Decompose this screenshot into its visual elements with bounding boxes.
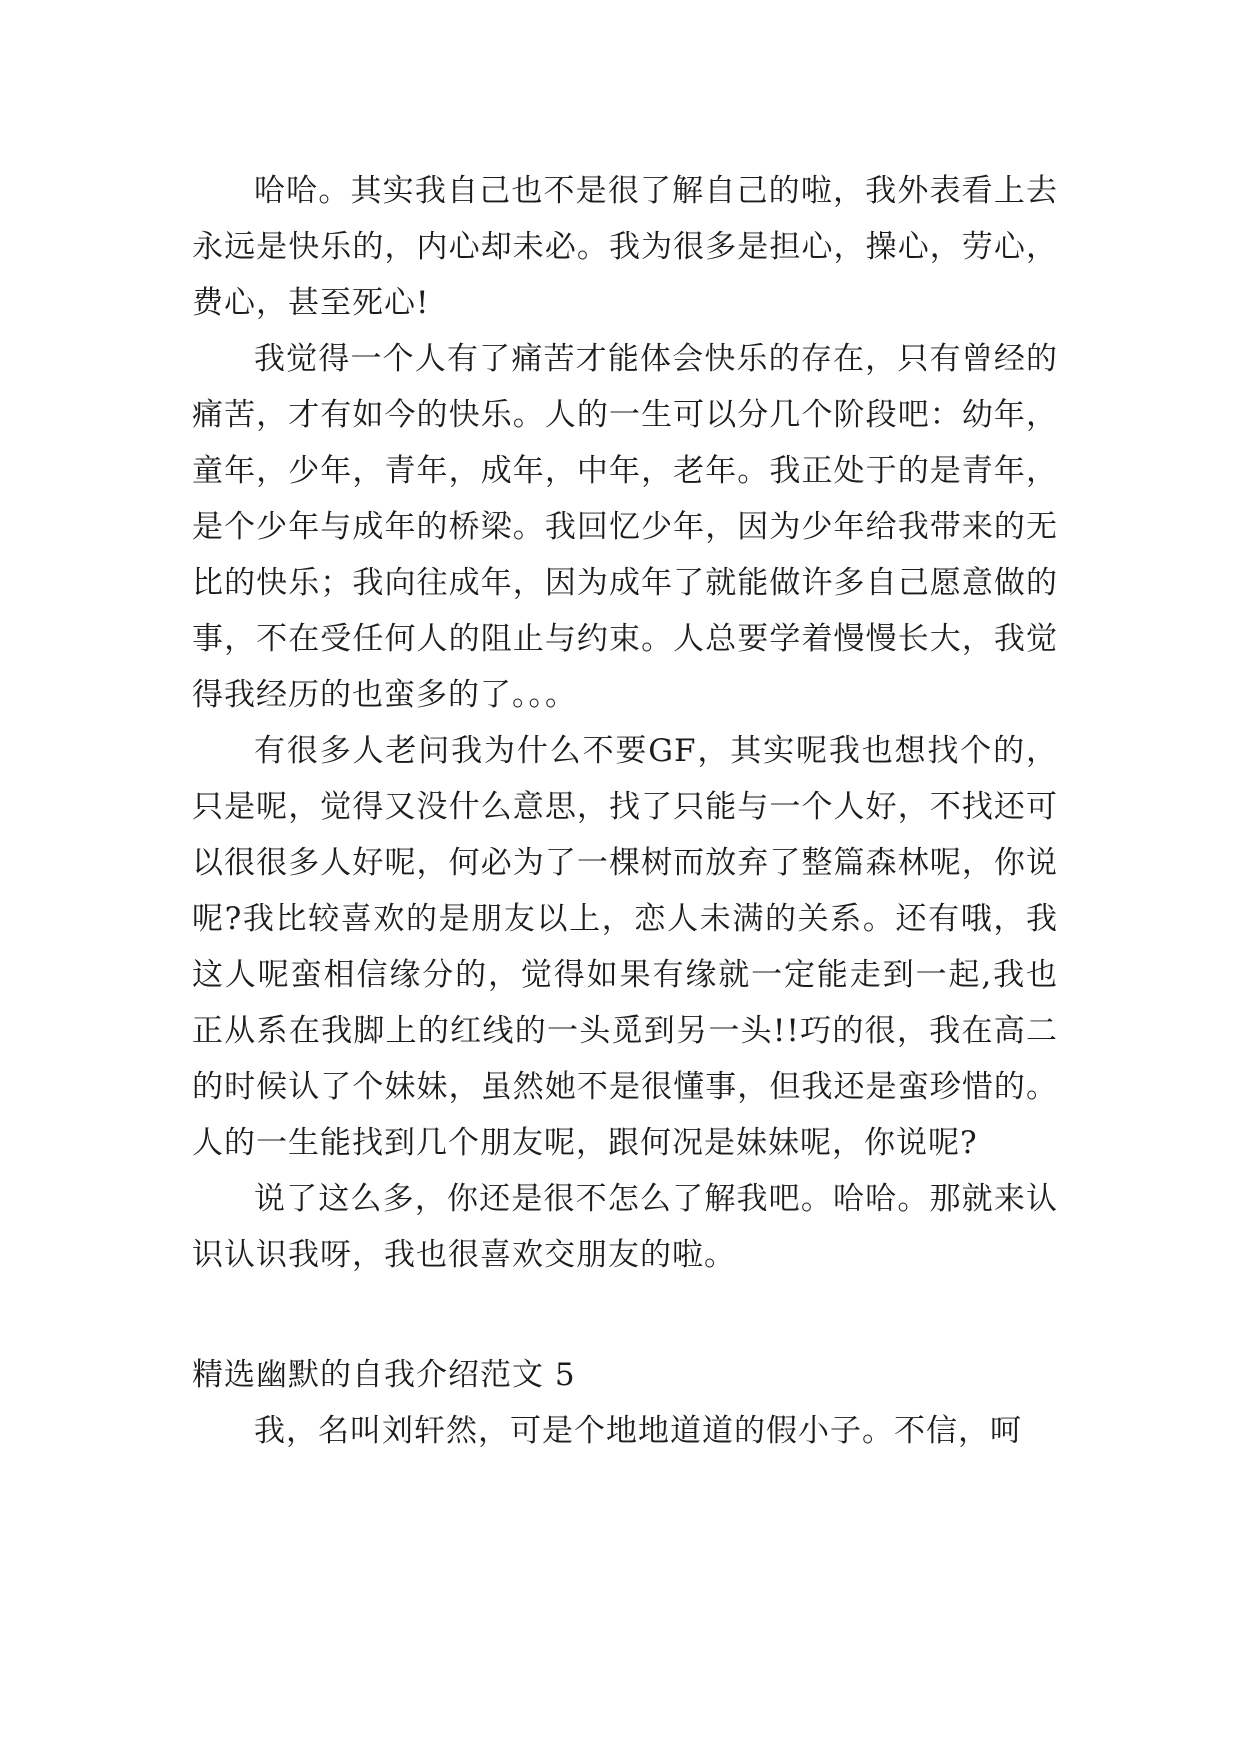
paragraph-3: 有很多人老问我为什么不要GF，其实呢我也想找个的，只是呢，觉得又没什么意思，找了只能与一个人好，不找还可以很很多人好呢，何必为了一棵树而放弃了整篇森林呢，你说呢?我比较喜欢的是朋友以上，恋人未满的关系。还有哦，我这人呢蛮相信缘分的，觉得如果有缘就一定能走到一起,我也正从系在我脚上的红线的一头觅到另一头!!巧的很，我在高二的时候认了个妹妹，虽然她不是很懂事，但我还是蛮珍惜的。人的一生能找到几个朋友呢，跟何况是妹妹呢，你说呢? <box>192 733 1058 1161</box>
paragraph-1: 哈哈。其实我自己也不是很了解自己的啦，我外表看上去永远是快乐的，内心却未必。我为很多是担心，操心，劳心，费心，甚至死心! <box>192 173 1058 321</box>
section-paragraph: 我，名叫刘轩然，可是个地地道道的假小子。不信，呵 <box>254 1413 1022 1449</box>
section-heading: 精选幽默的自我介绍范文 5 <box>192 1357 576 1393</box>
paragraph-2: 我觉得一个人有了痛苦才能体会快乐的存在，只有曾经的痛苦，才有如今的快乐。人的一生可以分几个阶段吧：幼年，童年，少年，青年，成年，中年，老年。我正处于的是青年，是个少年与成年的桥梁。我回忆少年，因为少年给我带来的无比的快乐；我向往成年，因为成年了就能做许多自己愿意做的事，不在受任何人的阻止与约束。人总要学着慢慢长大，我觉得我经历的也蛮多的了。。。 <box>192 341 1058 713</box>
document-body <box>192 163 1058 1459</box>
paragraph-4: 说了这么多，你还是很不怎么了解我吧。哈哈。那就来认识认识我呀，我也很喜欢交朋友的啦。 <box>192 1181 1058 1273</box>
